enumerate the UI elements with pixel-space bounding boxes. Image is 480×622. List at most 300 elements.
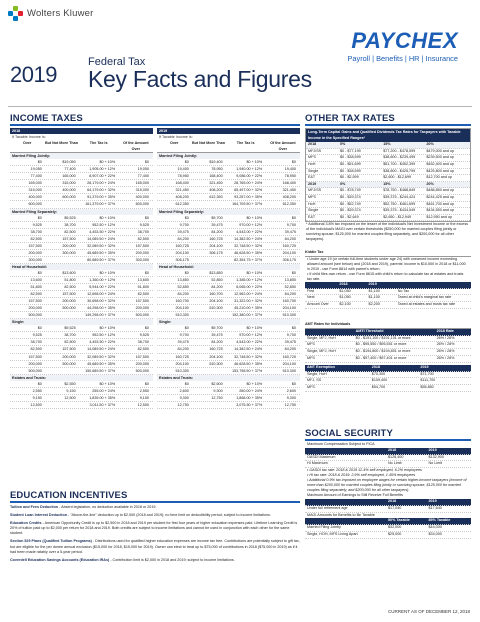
income-cell: $0 (144, 270, 149, 275)
earnings-limit-title: Maximum Amount of Earnings to Still Receive Full Benefits (307, 493, 403, 498)
education-item-text: - American Opportunity Credit is up to $2,500 in 2018 and 2019 per student for first four years of higher education expenses paid. Lifetime Learning Credit is 20% of tuition paid up to $2,000 per return for 2018 and 2019. Both credits are subject to income limitations and cannot be used in conjunction with each other for the same student. (10, 521, 298, 536)
partner-logo: PAYCHEX (351, 28, 458, 53)
cg-col-label: 0% (340, 181, 346, 186)
income-cell: 408,200 (282, 195, 296, 200)
kiddie-col-label (307, 282, 339, 288)
income-year-header: 2018 (10, 128, 153, 134)
education-item-text: - Distributions used for qualified higher education expenses are income tax free. Contributions are potentially subject to gift tax, but are eligible for the per donee annual exclusion ($15,000 for 2018, $15,000 for 2019). Owner can elect to treat up to $75,000 of contributions in 2018 ($75,000 in 2019) as if it had been made ratably over a 5-year period. (10, 539, 300, 554)
amt-exempt-title: AMT Exemption (307, 364, 335, 369)
income-cell: 9,150 (32, 395, 42, 400)
income-cell: 165,000 (62, 174, 76, 179)
income-cell: 39,475 (284, 340, 296, 345)
cg-cell: $12,950 and up (426, 214, 453, 219)
kiddie-tax-block (305, 250, 471, 309)
kiddie-col-label (398, 282, 469, 288)
income-cell: 400,000 (62, 188, 76, 193)
income-cell: 4,453.50 + 22% (89, 340, 116, 345)
income-row (10, 395, 153, 402)
income-table-2018 (10, 128, 153, 409)
income-cell: $0 (37, 381, 42, 386)
income-cell: 1,839.00 + 35% (89, 395, 116, 400)
education-item-lead: Tuition and Fees Deduction (10, 505, 59, 509)
income-cell: 2,550 (32, 388, 42, 393)
cg-cell: $239,500 and up (426, 155, 455, 160)
income-cell: 78,950 (284, 174, 296, 179)
income-cell: 9,525 (139, 333, 149, 338)
income-cell: 306,175 (175, 257, 189, 262)
earnings-limit-col-header (305, 499, 471, 506)
income-cell: 80,689.50 + 37% (87, 257, 116, 262)
income-row (10, 354, 153, 361)
income-row (157, 339, 300, 346)
cg-cell: $0 - $39,374 (340, 194, 361, 199)
cg-cell: $78,750 - $488,849 (383, 188, 416, 193)
capital-gains-table (305, 128, 471, 222)
amt-col-header (305, 329, 471, 336)
cg-col-header (306, 142, 470, 149)
income-cell: 39,475 (177, 340, 189, 345)
income-cell: 952.50 + 12% (92, 333, 116, 338)
income-cell: 1,385.00 + 12% (236, 277, 263, 282)
page-subtitle: Federal Tax (88, 56, 146, 68)
income-cell: 84,200 (211, 229, 223, 234)
education-item (10, 558, 300, 563)
income-cell: $0 (291, 270, 296, 275)
income-cell: 9,150 (66, 388, 76, 393)
income-cell: 157,500 (28, 243, 42, 248)
income-cell: 12,750 (284, 402, 296, 407)
cg-cell: $0 - $2,649 (340, 214, 359, 219)
amt-exempt-row (305, 372, 471, 379)
income-column-header (10, 140, 153, 153)
kiddie-cell: Amount Over (307, 302, 329, 307)
income-row (10, 346, 153, 353)
income-cell: 32,089.50 + 32% (87, 243, 116, 248)
section-education-incentives: EDUCATION INCENTIVES (10, 490, 128, 501)
income-cell: $0 (184, 215, 189, 220)
education-item (10, 539, 300, 554)
income-cell: 12,500 (30, 402, 42, 407)
fica-note: • Additional 0.9% tax imposed on employee wages for certain higher-income taxpayers (income of more than $200,000 for married couples filing jointly or surviving spouse, $125,000 for married couples filing separately, and $200,000 for all other taxpayers). (307, 478, 467, 493)
amt-exempt-cell: MFJ, SS (307, 378, 322, 383)
amt-exempt-header (305, 365, 471, 372)
cg-cell: MFS (308, 155, 316, 160)
income-cell: 44,298.00 + 35% (87, 306, 116, 311)
cg-cell: $51,700 - $452,399 (383, 161, 416, 166)
amt-cell: 26% / 28% (436, 355, 455, 360)
income-row (157, 159, 300, 166)
amt-row (305, 336, 471, 343)
income-cell: 510,300 (282, 368, 296, 373)
partner-tagline: Payroll | Benefits | HR | Insurance (347, 54, 458, 63)
income-table-2019 (157, 128, 300, 409)
cg-cell: $77,200 - $478,599 (383, 148, 416, 153)
cg-cell: $452,400 and up (426, 161, 455, 166)
amt-exempt-cell: MFS (307, 385, 315, 390)
income-cell: 91,379.00 + 35% (87, 195, 116, 200)
fica-wage-row (305, 455, 471, 462)
cg-row (306, 188, 470, 195)
income-cell: 6,065.00 + 22% (236, 285, 263, 290)
amt-exempt-cell: $70,300 (371, 371, 386, 376)
income-cell: 612,350 (175, 202, 189, 207)
income-cell: 82,500 (137, 347, 149, 352)
income-cell: 1,905.00 + 12% (89, 167, 116, 172)
income-cell: 82,500 (30, 292, 42, 297)
income-cell: 2,600 (286, 388, 296, 393)
income-cell: $9,525 (64, 215, 76, 220)
income-cell: $0 (291, 160, 296, 165)
income-cell: 9,150 (139, 395, 149, 400)
income-cell: 84,200 (211, 285, 223, 290)
income-col-label: The Tax Is (236, 141, 255, 146)
income-cell: 168,400 (175, 181, 189, 186)
income-cell (191, 312, 225, 318)
income-cell: 500,000 (28, 368, 42, 373)
income-cell: 306,175 (209, 250, 223, 255)
income-cell: 8,907.00 + 22% (89, 174, 116, 179)
amt-exempt-cell: $71,700 (420, 371, 434, 376)
income-row (157, 346, 300, 353)
kiddie-cell: Next (307, 295, 315, 300)
income-cell: 78,950 (211, 167, 223, 172)
page-title: Key Facts and Figures (88, 66, 312, 92)
income-cell: 204,100 (209, 243, 223, 248)
income-row (10, 277, 153, 284)
income-cell: $0 (184, 381, 189, 386)
income-cell: 612,350 (209, 195, 223, 200)
income-cell: 82,500 (30, 347, 42, 352)
income-cell: 321,450 (282, 188, 296, 193)
income-cell: 9,700 (286, 333, 296, 338)
income-cell: 19,050 (137, 167, 149, 172)
kiddie-cell: $2,200 (368, 302, 380, 307)
amt-cell: Single, MFJ, HoH (307, 349, 336, 354)
income-cell: 14,089.50 + 24% (87, 236, 116, 241)
magi-benefits-col-label: 50% Taxable (388, 518, 410, 523)
income-cell: 204,100 (282, 361, 296, 366)
income-cell: 12,750 (211, 395, 223, 400)
income-cell: 157,500 (28, 354, 42, 359)
amt-exempt-cell: Single, HoH (307, 371, 327, 376)
income-cell: 300,000 (62, 250, 76, 255)
income-cell: 32,748.50 + 32% (234, 354, 263, 359)
income-cell: 4,543.00 + 22% (236, 229, 263, 234)
amt-row-2019 (305, 349, 471, 356)
cg-cell: Single (308, 168, 319, 173)
kiddie-cell: $1,050 (339, 288, 351, 293)
education-item (10, 505, 300, 510)
cg-cell: $488,850 and up (426, 188, 455, 193)
income-row (157, 222, 300, 229)
earnings-limit-col-label (307, 499, 388, 505)
income-cell: 600,000 (28, 202, 42, 207)
income-cell (44, 368, 78, 374)
cg-cell: $0 - $2,599 (340, 175, 359, 180)
income-cell: 168,400 (282, 181, 296, 186)
cg-row (306, 215, 470, 222)
cg-cell: MFJ/SS (308, 188, 322, 193)
fica-wage-col-label: 2018 (388, 447, 397, 452)
income-cell: $0 + 10% (99, 381, 116, 386)
amt-col-label (307, 329, 356, 335)
income-cell: 204,100 (209, 354, 223, 359)
income-row (10, 388, 153, 395)
amt-row (305, 342, 471, 349)
income-row (10, 222, 153, 229)
cg-cell: $0 - $38,599 (340, 168, 361, 173)
income-cell: 160,700 (282, 299, 296, 304)
income-cell: 82,500 (137, 292, 149, 297)
income-row (157, 257, 300, 264)
income-cell: $0 (291, 326, 296, 331)
income-cell: 9,300 (213, 388, 223, 393)
income-cell: 9,525 (32, 222, 42, 227)
income-col-label: Of the Amount Over (123, 141, 149, 152)
income-cell: 160,725 (175, 243, 189, 248)
income-group-label: Single: (157, 319, 300, 325)
income-col-label: The Tax Is (89, 141, 108, 146)
fica-wage-cell: OASDI Maximum (307, 454, 336, 459)
income-cell: 204,100 (209, 299, 223, 304)
cg-cell: $0 - $38,599 (340, 155, 361, 160)
education-item (10, 513, 300, 518)
cg-cell: $0 - $77,199 (340, 148, 361, 153)
amt-cell: Single, MFJ, HoH (307, 335, 336, 340)
cg-cell: E&T (308, 214, 316, 219)
kiddie-col-label: 2018 (339, 281, 348, 286)
income-cell: 160,725 (282, 243, 296, 248)
income-cell: 510,300 (175, 313, 189, 318)
income-cell: 150,689.50 + 37% (85, 368, 116, 373)
income-row (157, 180, 300, 187)
income-cell: 1,940.00 + 12% (236, 167, 263, 172)
income-cell: $0 + 10% (246, 270, 263, 275)
income-cell: 152,380.00 + 37% (232, 313, 263, 318)
income-cell: 315,000 (135, 188, 149, 193)
income-cell: 168,400 (209, 174, 223, 179)
income-row (157, 381, 300, 388)
cg-cell: $461,700 and up (426, 201, 455, 206)
cg-cell: $479,000 and up (426, 148, 455, 153)
income-cell: 161,379.00 + 37% (85, 202, 116, 207)
section-income-taxes: INCOME TAXES (10, 113, 83, 124)
cg-row (306, 202, 470, 209)
income-cell: $0 (144, 215, 149, 220)
income-cell: 51,800 (30, 285, 42, 290)
income-cell: $0 + 10% (246, 326, 263, 331)
income-row (10, 173, 153, 180)
education-list (10, 505, 300, 566)
income-cell: 45,210.00 + 35% (234, 306, 263, 311)
income-cell: 600,000 (62, 195, 76, 200)
capital-gains-title: Long-Term Capital Gains and Qualified Dividends Tax Rates for Taxpayers with Taxable Income in the Specified Ranges* (306, 129, 470, 142)
year-title: 2019 (10, 62, 57, 87)
income-cell: 300,000 (28, 257, 42, 262)
earnings-limit-cell: $17,640 (428, 505, 442, 510)
amt-cell: 26% / 28% (436, 335, 455, 340)
income-caption: If Taxable Income Is: (12, 135, 46, 139)
kiddie-cell: $1,100 (368, 288, 380, 293)
income-cell: 4,453.50 + 22% (89, 229, 116, 234)
income-cell: 260.00 + 24% (239, 388, 263, 393)
income-cell: 52,850 (177, 285, 189, 290)
income-row (157, 284, 300, 291)
amt-cell: $0 - $194,800 / $194,801 or more (355, 349, 411, 354)
income-cell: 164,709.50 + 37% (232, 202, 263, 207)
income-row (10, 229, 153, 236)
income-cell: $0 + 10% (246, 160, 263, 165)
section-income-line (10, 124, 300, 126)
income-cell: 600,000 (135, 202, 149, 207)
magi-benefits-cell: $34,000 (428, 531, 442, 536)
cg-cell: $244,425 and up (426, 194, 455, 199)
income-cell: 510,300 (175, 368, 189, 373)
income-cell: 200,000 (62, 354, 76, 359)
income-cell: 19,050 (30, 167, 42, 172)
income-row (157, 250, 300, 257)
income-cell: 4,543.00 + 22% (236, 340, 263, 345)
income-cell: 315,000 (62, 181, 76, 186)
income-cell: 84,200 (177, 347, 189, 352)
income-row (157, 368, 300, 375)
income-group-label: Estates and Trusts: (157, 375, 300, 381)
income-column-header (157, 140, 300, 153)
amt-cell: $0 - $97,400 / $97,401 or more (355, 355, 407, 360)
income-cell: 84,200 (284, 236, 296, 241)
fica-wage-cell: HI Maximum (307, 461, 328, 466)
income-cell: 14,382.50 + 24% (234, 347, 263, 352)
income-row (157, 298, 300, 305)
income-row (10, 402, 153, 409)
fica-note: • HI tax rate: 2018 & 2019: 2.9% self-employed, 1.45% employees (307, 473, 416, 478)
earnings-limit-cell: $17,040 (388, 505, 402, 510)
kiddie-cell: $1,100 (368, 295, 380, 300)
cg-cell: HoH (308, 161, 316, 166)
fica-wage-title: Maximum Compensation Subject to FICA (307, 442, 375, 446)
income-cell: $0 (291, 215, 296, 220)
income-cell: 200,000 (62, 243, 76, 248)
education-item-text: - Contribution limit is $2,000 in 2018 and 2019; subject to income limitations. (109, 557, 235, 562)
income-cell: 612,350 (282, 202, 296, 207)
income-cell: $19,400 (209, 160, 223, 165)
income-cell: 12,962.00 + 24% (234, 292, 263, 297)
income-cell (191, 402, 225, 408)
kiddie-title: Kiddie Tax (305, 250, 471, 257)
income-cell: 38,700 (30, 229, 42, 234)
income-group-label: Single: (10, 319, 153, 325)
income-cell: 400,000 (28, 195, 42, 200)
earnings-limit-row (305, 506, 471, 513)
cg-cell: $2,650 - $12,949 (383, 214, 412, 219)
cg-col-label: 2019 (308, 181, 317, 186)
amt-block (305, 322, 471, 392)
cg-cell: $12,700 and up (426, 175, 453, 180)
kiddie-row (305, 302, 471, 309)
cg-cell: Single (308, 208, 319, 213)
income-cell: 9,086.00 + 22% (236, 174, 263, 179)
fica-wage-cell: No Limit (428, 461, 443, 466)
magi-benefits-col-label: 85% Taxable (428, 518, 451, 523)
section-social-security: SOCIAL SECURITY (305, 428, 393, 439)
amt-col-label: AMTI Threshold (355, 328, 384, 333)
income-cell: 160,725 (209, 236, 223, 241)
income-row (157, 402, 300, 409)
income-cell: 77,400 (30, 174, 42, 179)
income-row (10, 305, 153, 312)
income-group-label: Estates and Trusts: (10, 375, 153, 381)
income-cell: 82,500 (64, 340, 76, 345)
income-cell: $0 (37, 326, 42, 331)
income-cell: 204,100 (282, 306, 296, 311)
income-cell: 200,000 (135, 306, 149, 311)
income-cell: 255.00 + 24% (92, 388, 116, 393)
income-cell: 9,300 (286, 395, 296, 400)
income-cell: 500,000 (62, 361, 76, 366)
amt-exempt-row (305, 385, 471, 392)
income-cell: $0 + 10% (99, 215, 116, 220)
income-cell: 28,179.00 + 24% (87, 181, 116, 186)
cg-cell: E&T (308, 175, 316, 180)
income-row (157, 277, 300, 284)
income-cell: 9,525 (139, 222, 149, 227)
income-cell: $0 (144, 326, 149, 331)
income-cell: 315,000 (28, 188, 42, 193)
cg-col-label: 2018 (308, 142, 317, 147)
income-cell: 45,689.50 + 35% (87, 361, 116, 366)
income-cell: 321,450 (175, 188, 189, 193)
income-row (10, 180, 153, 187)
cg-row (306, 169, 470, 176)
income-cell: 157,500 (135, 243, 149, 248)
income-cell: $0 (37, 270, 42, 275)
amt-row-2019 (305, 356, 471, 363)
income-cell: 160,725 (282, 354, 296, 359)
income-cell: 200,000 (28, 361, 42, 366)
income-cell: 970.00 + 12% (239, 222, 263, 227)
cg-cell: $0 - $52,749 (340, 201, 361, 206)
income-cell: 200,000 (28, 250, 42, 255)
income-cell: 38,700 (137, 340, 149, 345)
education-item-text: - "Above-the-line" deduction up to $2,500 (2018 and 2019); no time limit on deductibility period; subject to income limitations. (66, 513, 271, 518)
income-cell: 12,698.00 + 24% (87, 292, 116, 297)
magi-benefits-title: MAGI Amounts for Benefits to Be Taxable (307, 512, 375, 517)
income-cell: 160,725 (175, 354, 189, 359)
cg-cell: $0 - $78,749 (340, 188, 361, 193)
cg-col-header (306, 182, 470, 189)
income-row (157, 201, 300, 208)
kiddie-cell: $2,100 (339, 302, 351, 307)
amt-cell: $0 - $191,100 / $191,101 or more (355, 335, 411, 340)
income-cell: 9,525 (32, 333, 42, 338)
income-cell: 82,500 (64, 285, 76, 290)
amt-cell: 26% / 28% (436, 349, 455, 354)
income-row (10, 215, 153, 222)
income-cell: 204,100 (175, 250, 189, 255)
capital-gains-note: * Additional 3.8% tax imposed on the lesser of the individual's Net Investment Income or the excess of the individual's MAGI over certain thresholds ($250,000 for married couples filing jointly or surviving spouse, $125,000 for married couples filing separately, and $200,000 for all other taxpayers). (306, 222, 469, 241)
fica-wage-row (305, 461, 471, 468)
section-education-line (10, 501, 300, 503)
income-cell: 500,000 (135, 313, 149, 318)
income-cell: $0 (184, 160, 189, 165)
income-row (10, 291, 153, 298)
amt-cell: MFS (307, 355, 315, 360)
income-cell: 408,200 (175, 195, 189, 200)
income-cell: 300,000 (135, 257, 149, 262)
amt-title: AMT Rates for Individuals (305, 322, 471, 329)
wolters-kluwer-logo-icon (8, 6, 23, 21)
income-cell: 82,500 (30, 236, 42, 241)
